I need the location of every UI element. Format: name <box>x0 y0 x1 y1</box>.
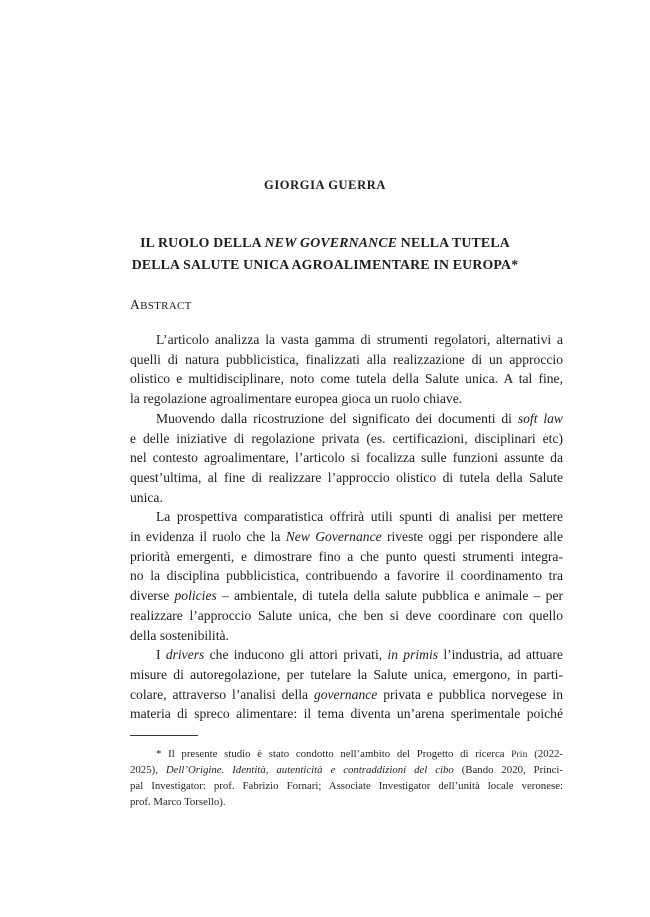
text-run: I <box>156 647 166 663</box>
italic-term: drivers <box>165 647 205 663</box>
text-line: quelli di natura pubblicistica, finalizzati alla realizzazione di un approccio <box>130 351 563 367</box>
text-line: materia di spreco alimentare: il tema diventa un’arena sperimentale poiché <box>130 706 563 722</box>
text-line: priorità emergenti, e dimostrare fino a che punto questi strumenti integra- <box>130 548 563 564</box>
text-run: che inducono gli attori privati, <box>204 647 388 663</box>
text-line: nel contesto agroalimentare, l’articolo si focalizza sulle funzioni assunte da <box>130 450 563 466</box>
text-line: olistico e multidisciplinare, noto come tutela della Salute unica. A tal fine, <box>130 371 563 387</box>
text-run: l’industria, ad attuare <box>438 647 563 663</box>
text-line <box>130 685 563 705</box>
paragraph-3 <box>130 507 563 645</box>
paragraph-1 <box>130 330 563 409</box>
italic-term: soft law <box>517 410 563 426</box>
project-acronym: Prin <box>511 749 528 759</box>
text-line <box>130 409 563 429</box>
text-line: realizzare l’approccio Salute unica, che ben si deve coordinare con quello <box>130 607 563 623</box>
footnote-separator <box>130 735 198 736</box>
title-line-1 <box>120 232 530 254</box>
text-run: in evidenza il ruolo che la <box>130 529 286 545</box>
text-run: riveste oggi per rispondere alle <box>381 529 563 545</box>
footnote <box>130 746 563 810</box>
project-title: Dell’Origine. Identità, autenticità e contraddizioni del cibo <box>165 764 454 776</box>
text-line: L’articolo analizza la vasta gamma di strumenti regolatori, alternativi a <box>156 332 563 347</box>
footnote-line <box>130 746 563 762</box>
article-title <box>120 232 530 276</box>
text-run: * Il presente studio è stato condotto nell’ambito del Progetto di ricerca <box>156 748 512 760</box>
text-line: la regolazione agroalimentare europea gioca un ruolo chiave. <box>130 391 463 407</box>
text-run: privata e pubblica norvegese in <box>377 686 563 702</box>
title-line-2: DELLA SALUTE UNICA AGROALIMENTARE IN EUROPA* <box>131 257 519 272</box>
italic-term: in primis <box>387 647 439 663</box>
text-run: colare, attraverso l’analisi della <box>130 686 314 702</box>
text-run: (2022- <box>527 748 564 760</box>
text-line <box>130 586 563 606</box>
text-run: – ambientale, di tutela della salute pubblica e animale – per <box>216 588 564 604</box>
text-line: misure di autoregolazione, per tutelare la Salute unica, emergono, in parti- <box>130 666 563 682</box>
text-line: La prospettiva comparatistica offrirà utili spunti di analisi per mettere <box>156 509 563 525</box>
abstract-heading-rest: BSTRACT <box>140 300 192 312</box>
text-line: quest’ultima, al fine di realizzare l’approccio olistico di tutela della Salute <box>130 469 563 485</box>
italic-term: policies <box>174 588 217 604</box>
text-line: unica. <box>130 489 163 505</box>
text-run: diverse <box>130 588 175 604</box>
paragraph-2 <box>130 409 563 508</box>
text-line: no la disciplina pubblicistica, contribuendo a favorire il coordinamento tra <box>130 568 563 584</box>
abstract-heading <box>130 297 192 313</box>
text-run: 2025), <box>130 764 166 776</box>
abstract-body <box>130 330 563 724</box>
paragraph-4 <box>130 645 563 724</box>
text-line: della sostenibilità. <box>130 627 229 643</box>
text-run: Muovendo dalla ricostruzione del significato dei documenti di <box>156 410 518 426</box>
author-name: GIORGIA GUERRA <box>264 178 386 192</box>
text-line <box>130 645 563 665</box>
abstract-heading-initial: A <box>130 297 141 312</box>
footnote-line: prof. Marco Torsello). <box>130 796 226 808</box>
title-text: IL RUOLO DELLA <box>140 235 265 250</box>
text-line <box>130 527 563 547</box>
footnote-line <box>130 762 563 778</box>
text-run: (Bando 2020, Princi- <box>453 764 564 776</box>
title-italic-term: NEW GOVERNANCE <box>264 235 398 250</box>
footnote-line: pal Investigator: prof. Fabrizio Fornari; Associate Investigator dell’unità locale veronese: <box>130 780 563 792</box>
title-text: NELLA TUTELA <box>397 235 510 250</box>
italic-term: New Governance <box>285 529 382 545</box>
text-line: e delle iniziative di regolazione privata (es. certificazioni, disciplinari etc) <box>130 430 563 446</box>
italic-term: governance <box>313 686 378 702</box>
